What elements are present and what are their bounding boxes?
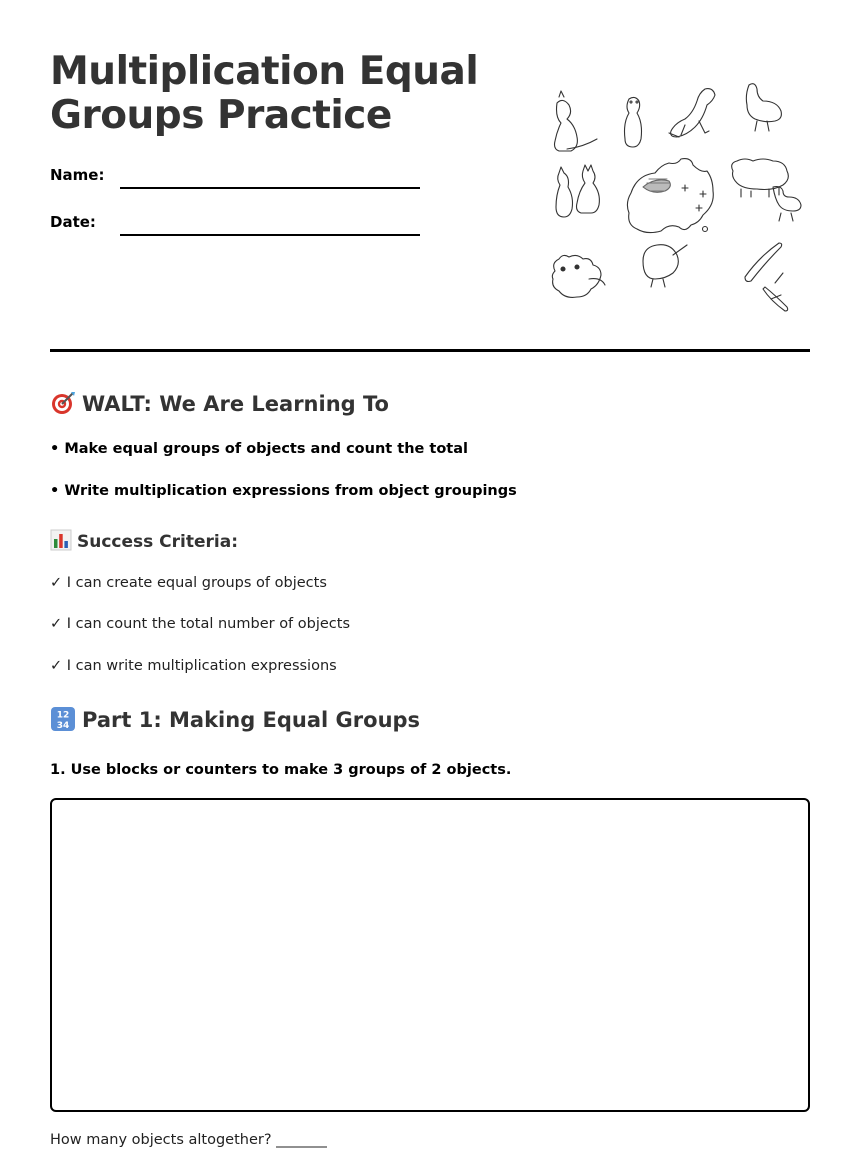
name-label: Name: [50, 166, 105, 184]
walt-item-1: • Make equal groups of objects and count the total [50, 441, 468, 457]
wallabies-icon [556, 165, 599, 217]
part1-heading-text: Part 1: Making Equal Groups [82, 708, 421, 732]
date-label: Date: [50, 213, 96, 231]
meerkat-icon [625, 97, 642, 147]
bar-chart-icon [50, 529, 72, 551]
answer-box[interactable] [50, 798, 810, 1112]
kangaroo-leaping-icon [669, 89, 715, 137]
total-question: How many objects altogether? _______ [50, 1132, 327, 1148]
name-field[interactable] [120, 187, 420, 189]
date-field[interactable] [120, 234, 420, 236]
walt-heading-text: WALT: We Are Learning To [82, 392, 389, 416]
svg-text:34: 34 [56, 721, 70, 731]
walt-heading [50, 390, 389, 416]
boomerang-icon [745, 243, 788, 311]
numbers-keycap-icon [50, 706, 76, 732]
australian-animals-illustration [545, 75, 805, 315]
success-criteria-heading [50, 529, 238, 552]
header-divider [50, 349, 810, 352]
target-dart-icon [50, 390, 76, 416]
page-title: Multiplication Equal Groups Practice [50, 49, 479, 138]
walt-item-2: • Write multiplication expressions from object groupings [50, 483, 517, 499]
success-criteria-heading-text: Success Criteria: [77, 532, 239, 552]
success-item-3: ✓ I can write multiplication expressions [50, 658, 337, 674]
australia-map-icon [627, 159, 713, 233]
kiwi-bird-icon [643, 245, 687, 287]
emu-icon [746, 84, 781, 131]
svg-text:12: 12 [56, 710, 70, 721]
question-1: 1. Use blocks or counters to make 3 groups of 2 objects. [50, 762, 512, 778]
kangaroo-icon [555, 91, 598, 151]
success-item-1: ✓ I can create equal groups of objects [50, 575, 327, 591]
part1-heading [50, 706, 420, 732]
sheep-and-emu-icon [732, 159, 801, 221]
koalas-icon [552, 255, 605, 297]
success-item-2: ✓ I can count the total number of objects [50, 616, 351, 632]
